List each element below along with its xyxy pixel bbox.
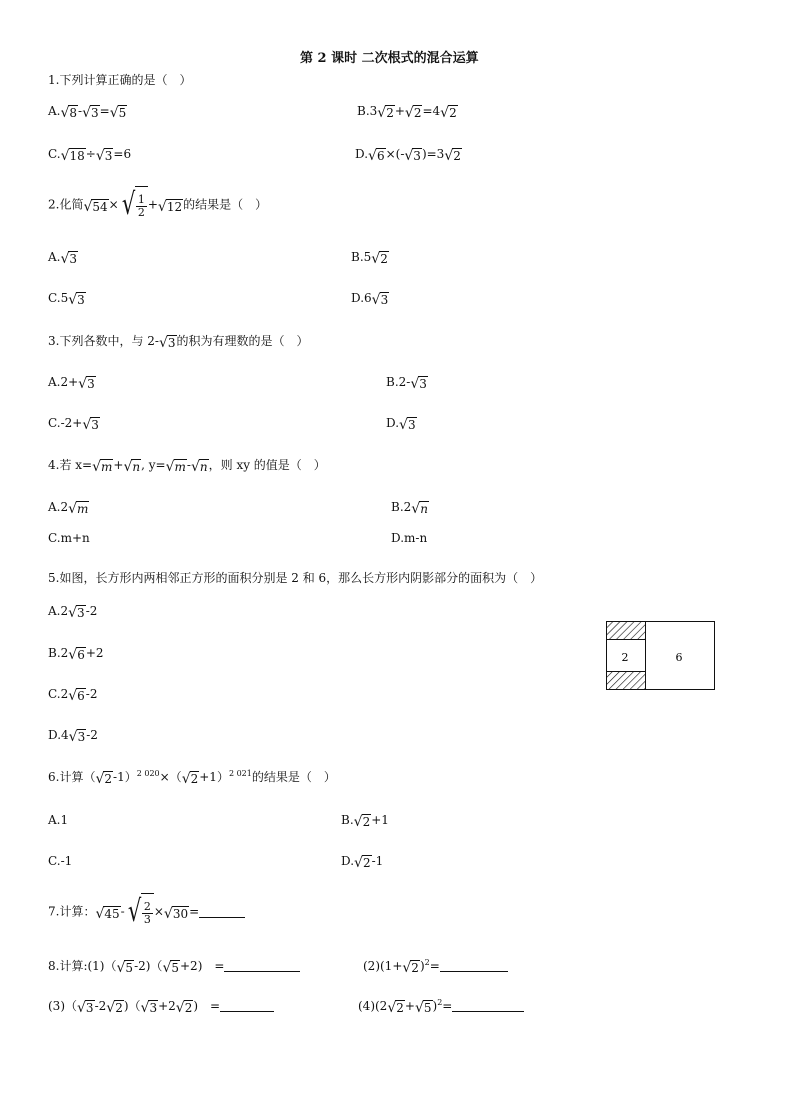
q3-option-d: D. √ 3 [386, 416, 416, 433]
answer-blank[interactable] [224, 959, 300, 972]
q4-option-c: C.m+n [48, 531, 90, 545]
q2-option-d: D.6 √ 3 [351, 291, 389, 308]
rectangle-squares-figure [606, 621, 715, 690]
q5-stem: 5.如图，长方形内两相邻正方形的面积分别是 2 和 6，那么长方形内阴影部分的面积为（ ） [48, 571, 543, 585]
q3-option-b: B.2- √ 3 [386, 375, 427, 392]
sqrt-fraction: √ $\frac{1}{2}$ [119, 186, 148, 224]
q7-stem: 7.计算： √ 45 - √ $\frac{2}{3}$ × √ 30 = [48, 893, 245, 931]
q1-option-a: A. √ 8 - √ 3 = √ 5 [48, 104, 127, 121]
q4-option-d: D.m-n [391, 531, 428, 545]
q5-option-d: D.4 √ 3 -2 [48, 728, 98, 745]
q2-stem: 2.化简 √ 54 × √ $\frac{1}{2}$ + √ 12 的结果是（ ） [48, 187, 268, 222]
q6-option-d: D. √ 2 -1 [341, 854, 384, 871]
q4-option-a: A.2 √ m [48, 500, 89, 517]
q2-option-a: A. √ 3 [48, 250, 78, 267]
q1-option-b: B.3 √ 2 + √ 2 =4 √ 2 [357, 104, 457, 121]
q5-option-b: B.2 √ 6 +2 [48, 646, 104, 663]
q3-option-c: C.-2+ √ 3 [48, 416, 99, 433]
large-square-label: 6 [675, 651, 683, 664]
q6-stem: 6.计算（ √ 2 -1）$^{2 020}$×（ √ 2 +1）$^{2 021}$的结果是（ ） [48, 769, 336, 787]
q8-part2: (2)(1+ √ 2 )$^2$= [363, 958, 508, 975]
page-title: 第 2 课时 二次根式的混合运算 [300, 51, 479, 66]
q2-option-b: B.5 √ 2 [351, 250, 388, 267]
shaded-bottom [607, 672, 646, 690]
q5-option-a: A.2 √ 3 -2 [48, 604, 98, 621]
answer-blank[interactable] [199, 905, 245, 918]
q4-option-b: B.2 √ n [391, 500, 428, 517]
q8-part3: (3)（ √ 3 -2 √ 2 )（ √ 3 +2 √ 2 ) = [48, 998, 274, 1015]
q6-option-c: C.-1 [48, 854, 73, 868]
q1-option-c: C. √ 18 ÷ √ 3 =6 [48, 147, 132, 164]
q5-option-c: C.2 √ 6 -2 [48, 687, 98, 704]
q1-stem: 1.下列计算正确的是（ ） [48, 73, 192, 87]
answer-blank[interactable] [440, 959, 508, 972]
q6-option-a: A.1 [48, 813, 69, 827]
answer-blank[interactable] [452, 999, 524, 1012]
q1-option-d: D. √ 6 ×(- √ 3 )=3 √ 2 [355, 147, 461, 164]
q6-option-b: B. √ 2 +1 [341, 813, 389, 830]
q3-stem: 3.下列各数中，与 2- √ 3 的积为有理数的是（ ） [48, 334, 309, 351]
q8-part1: 8.计算:(1)（ √ 5 -2)（ √ 5 +2) = [48, 958, 300, 975]
q3-option-a: A.2+ √ 3 [48, 375, 95, 392]
sqrt: √ 8 [60, 105, 78, 121]
shaded-top [607, 622, 646, 640]
small-square-label: 2 [621, 651, 629, 664]
q8-part4: (4)(2 √ 2 + √ 5 )$^2$= [358, 998, 524, 1015]
answer-blank[interactable] [220, 999, 274, 1012]
q4-stem: 4.若 x= √ m + √ n , y= √ m - √ n ，则 xy 的值是（ ） [48, 458, 326, 475]
q2-option-c: C.5 √ 3 [48, 291, 85, 308]
